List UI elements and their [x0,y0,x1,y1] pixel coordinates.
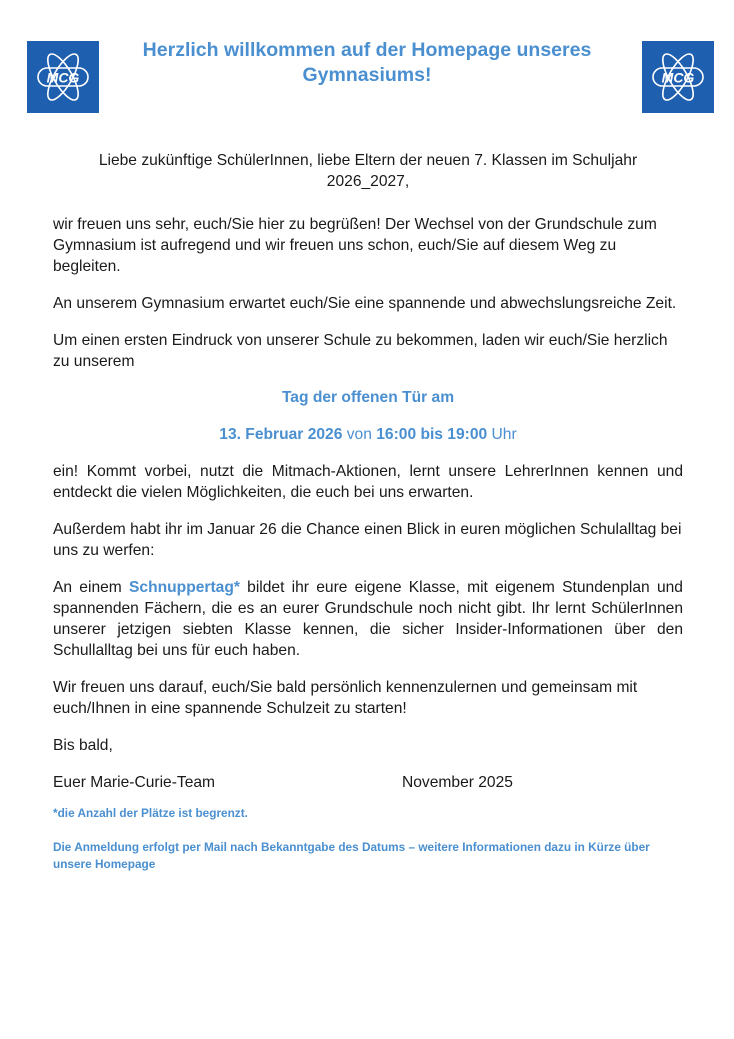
event-time: 16:00 bis 19:00 [376,426,488,443]
letter-date: November 2025 [402,774,513,791]
trial-day-text: bildet ihr eure eigene Klasse, mit eigenem Stundenplan und spannenden Fächern, die es an eurer Grundschule noch nicht gibt. Ihr lernt SchülerInnen unserer jetzigen siebten Klasse kennen, die sicher Insider-Informationen über den Schullalltag bei uns für euch haben. [53,579,683,659]
trial-day-prefix: An einem [53,579,122,596]
signature: Euer Marie-Curie-Team [53,774,216,791]
paragraph-trial-day-intro: Außerdem habt ihr im Januar 26 die Chance einen Blick in euren möglichen Schulalltag bei uns zu werfen: [53,521,682,559]
page-title: Herzlich willkommen auf der Homepage unseres Gymnasiums! [142,39,592,86]
paragraph-expectation: An unserem Gymnasium erwartet euch/Sie eine spannende und abwechslungsreiche Zeit. [53,295,677,312]
paragraph-invitation: Um einen ersten Eindruck von unserer Schule zu bekommen, laden wir euch/Sie herzlich zu unserem [53,332,668,370]
paragraph-welcome: wir freuen uns sehr, euch/Sie hier zu begrüßen! Der Wechsel von der Grundschule zum Gymnasium ist aufregend und wir freuen uns schon, euch/Sie auf diesem Weg zu begleiten. [53,216,657,275]
event-date: 13. Februar 2026 [219,426,343,443]
paragraph-closing-wish: Wir freuen uns darauf, euch/Sie bald persönlich kennenzulernen und gemeinsam mit euch/Ihnen in eine spannende Schulzeit zu starten! [53,679,638,717]
svg-text:MCG: MCG [661,69,695,86]
mcg-logo-icon [642,41,714,113]
event-title: Tag der offenen Tür am [281,389,455,406]
school-logo-left [27,41,99,113]
school-logo-right [642,41,714,113]
paragraph-trial-day [53,577,683,661]
registration-note: Die Anmeldung erfolgt per Mail nach Bekanntgabe des Datums – weitere Informationen dazu in Kürze über unsere Homepage [53,840,650,871]
letter-body [53,150,683,873]
salutation: Liebe zukünftige SchülerInnen, liebe Eltern der neuen 7. Klassen im Schuljahr 2026_2027, [98,152,638,190]
event-datetime [53,424,683,445]
footnote: *die Anzahl der Plätze ist begrenzt. [53,806,248,820]
closing: Bis bald, [53,737,113,754]
signature-line [53,772,683,793]
event-from-word: von [346,426,372,443]
mcg-logo-icon [27,41,99,113]
svg-text:MCG: MCG [46,69,80,86]
trial-day-highlight: Schnuppertag* [129,579,240,596]
event-unit: Uhr [491,426,517,443]
paragraph-visit: ein! Kommt vorbei, nutzt die Mitmach-Aktionen, lernt unsere LehrerInnen kennen und entdeckt die vielen Möglichkeiten, die euch bei uns erwarten. [53,463,683,501]
